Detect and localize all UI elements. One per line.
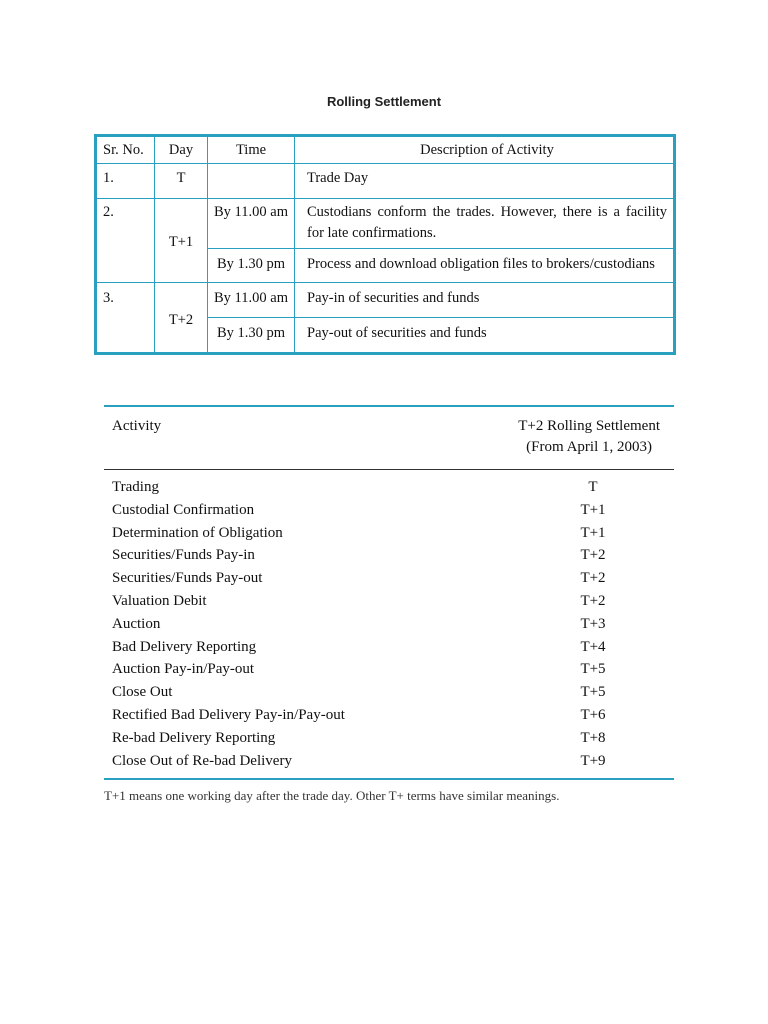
activity-day: T+4 — [580, 638, 606, 655]
activity-day: T+1 — [580, 524, 606, 541]
cell-description: Custodians conform the trades. However, there is a facility for late confirmations. — [295, 199, 675, 249]
activity-day: T+9 — [580, 752, 606, 769]
header-sr-no: Sr. No. — [96, 136, 155, 164]
header-settlement-date: (From April 1, 2003) — [526, 439, 653, 455]
table-row — [104, 636, 674, 659]
table-row — [104, 499, 674, 522]
table-row — [104, 658, 674, 681]
cell-sr-no: 3. — [96, 283, 155, 354]
cell-sr-no: 2. — [96, 199, 155, 283]
cell-time: By 11.00 am — [208, 283, 295, 318]
cell-description: Trade Day — [295, 164, 675, 199]
table-row — [104, 613, 674, 636]
cell-description: Process and download obligation files to brokers/custodians — [295, 249, 675, 283]
header-settlement — [518, 416, 660, 469]
activity-name: Trading — [112, 479, 159, 495]
table-row — [104, 522, 674, 545]
page-title: Rolling Settlement — [326, 94, 442, 109]
activity-name: Bad Delivery Reporting — [112, 638, 257, 655]
table-row — [96, 164, 675, 199]
activity-name: Securities/Funds Pay-in — [112, 547, 255, 564]
header-time: Time — [208, 136, 295, 164]
activity-day: T+3 — [580, 615, 606, 632]
table-row — [104, 727, 674, 750]
activity-name: Auction Pay-in/Pay-out — [112, 661, 255, 678]
activity-name: Rectified Bad Delivery Pay-in/Pay-out — [112, 706, 345, 723]
activity-name: Valuation Debit — [112, 592, 207, 609]
header-settlement-title: T+2 Rolling Settlement — [518, 418, 660, 434]
activity-list — [104, 470, 674, 778]
header-activity: Activity — [112, 418, 162, 434]
settlement-schedule-table — [94, 134, 676, 355]
header-day: Day — [155, 136, 208, 164]
activity-name: Custodial Confirmation — [112, 501, 255, 518]
cell-time — [208, 164, 295, 199]
activity-day: T+2 — [580, 570, 606, 587]
cell-description: Pay-out of securities and funds — [295, 318, 675, 354]
table-header-row — [104, 407, 674, 470]
cell-sr-no: 1. — [96, 164, 155, 199]
footnote: T+1 means one working day after the trade day. Other T+ terms have similar meanings. — [104, 788, 560, 803]
cell-day: T+1 — [155, 199, 208, 283]
activity-name: Securities/Funds Pay-out — [112, 570, 263, 587]
table-row — [96, 199, 675, 249]
activity-timeline-table — [104, 405, 674, 780]
cell-day: T — [155, 164, 208, 199]
activity-day: T+8 — [580, 729, 606, 746]
activity-day: T+2 — [580, 592, 606, 609]
activity-name: Close Out — [112, 684, 173, 701]
activity-day: T+1 — [580, 501, 606, 518]
activity-day: T+5 — [580, 684, 606, 701]
table-row — [104, 590, 674, 613]
activity-day: T+6 — [580, 706, 606, 723]
table-row — [96, 283, 675, 318]
header-description: Description of Activity — [295, 136, 675, 164]
activity-day: T+2 — [580, 547, 606, 564]
cell-day: T+2 — [155, 283, 208, 354]
table-row — [104, 567, 674, 590]
table-row — [104, 544, 674, 567]
activity-day: T+5 — [580, 661, 606, 678]
activity-name: Re-bad Delivery Reporting — [112, 729, 276, 746]
activity-name: Close Out of Re-bad Delivery — [112, 752, 292, 769]
table-row — [104, 681, 674, 704]
activity-day: T — [588, 479, 598, 495]
table-row — [104, 750, 674, 773]
table-row — [104, 476, 674, 499]
cell-time: By 11.00 am — [208, 199, 295, 249]
activity-name: Determination of Obligation — [112, 524, 283, 541]
activity-name: Auction — [112, 615, 161, 632]
cell-time: By 1.30 pm — [208, 249, 295, 283]
cell-time: By 1.30 pm — [208, 318, 295, 354]
table-row — [104, 704, 674, 727]
cell-description: Pay-in of securities and funds — [295, 283, 675, 318]
table-header-row — [96, 136, 675, 164]
